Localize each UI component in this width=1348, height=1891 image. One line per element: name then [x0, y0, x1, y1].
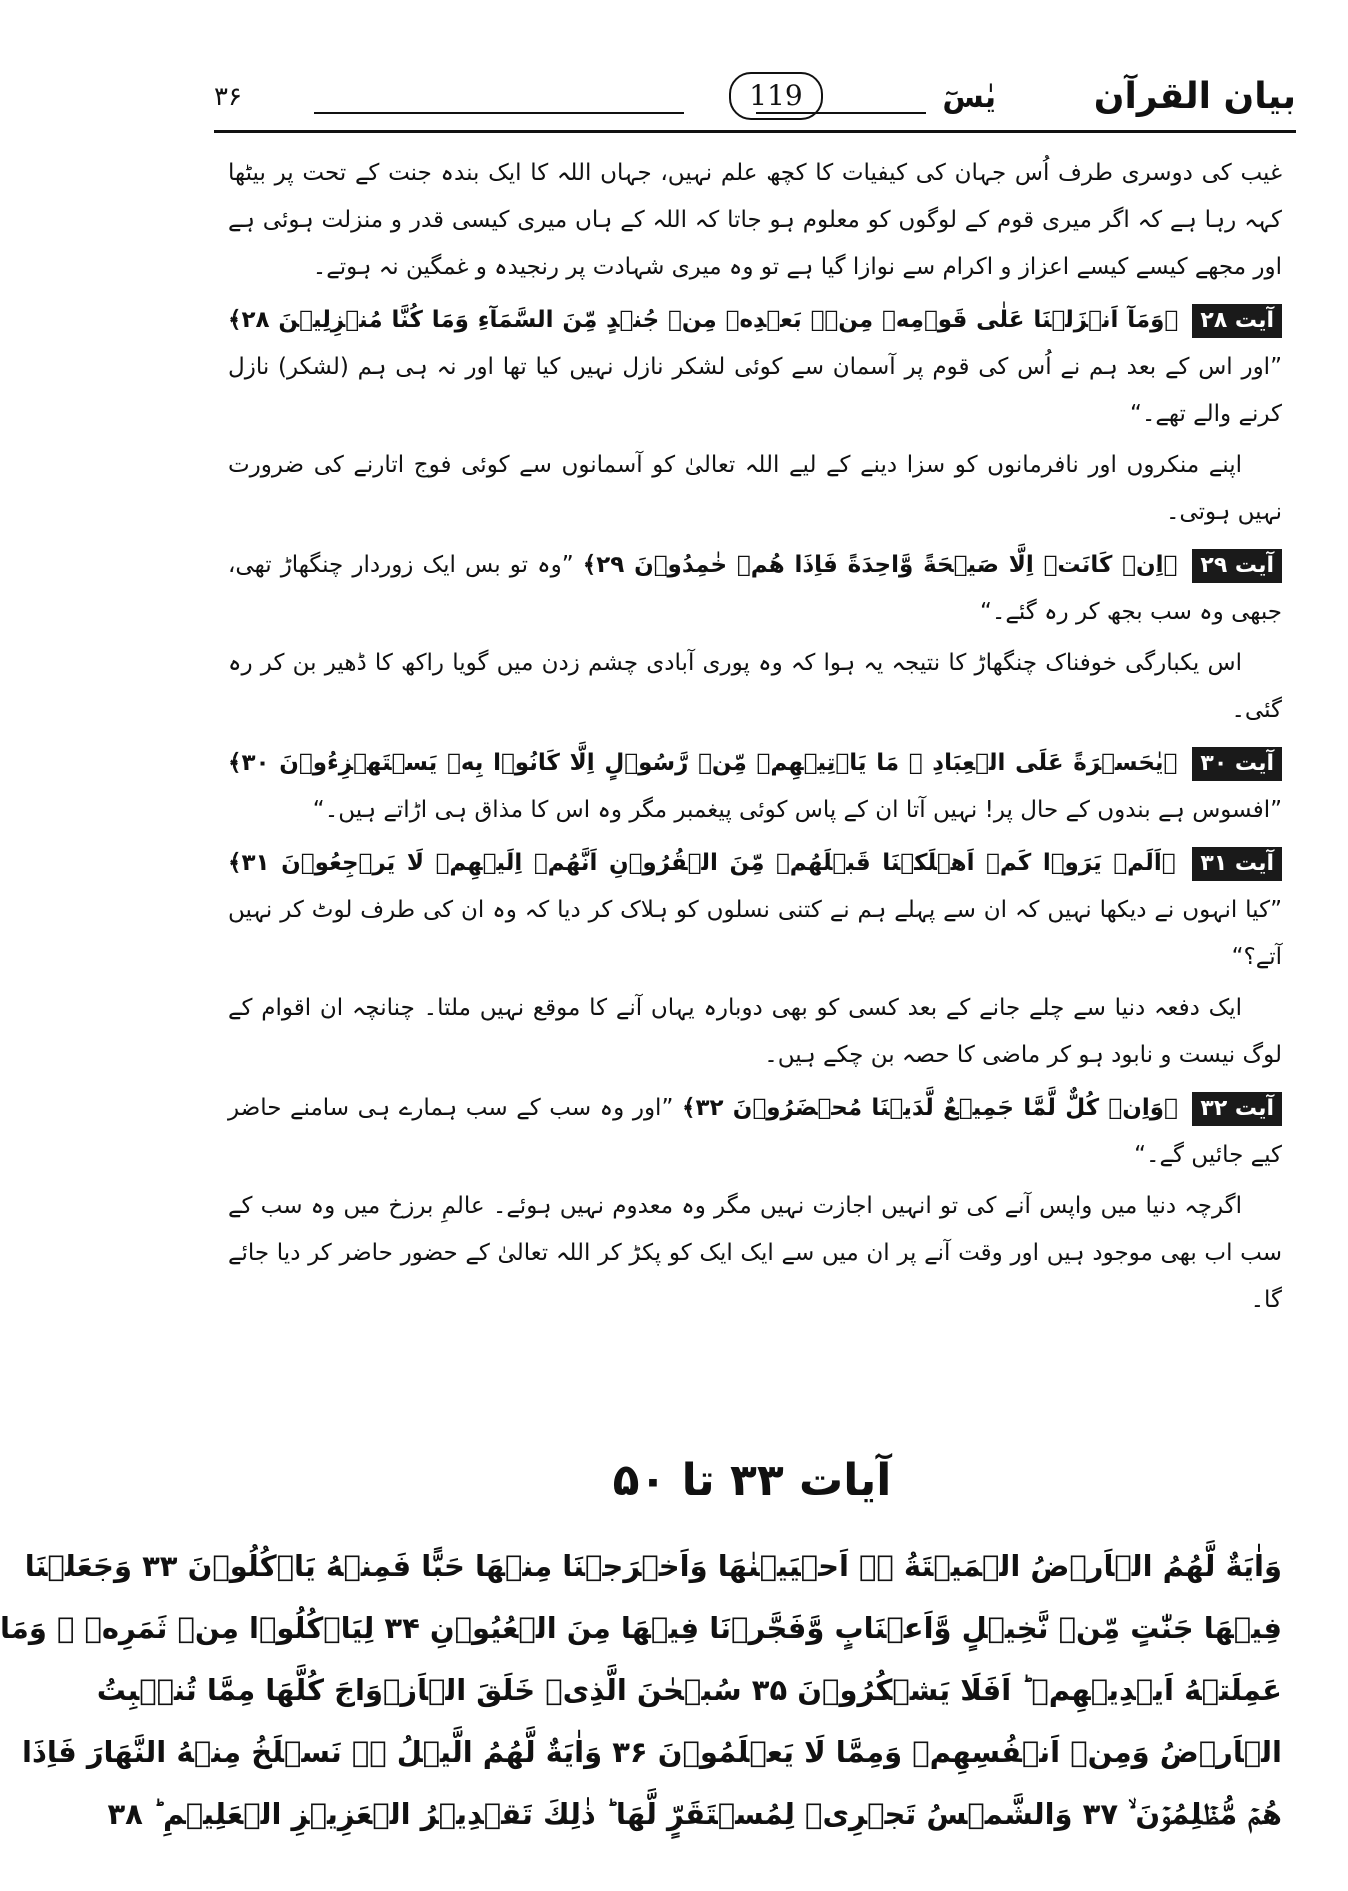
paragraph-commentary: اس یکبارگی خوفناک چنگھاڑ کا نتیجہ یہ ہوا کہ وہ پوری آبادی چشم زدن میں گویا راکھ کا ڈھیر بن کر رہ گئی۔ [228, 650, 1282, 723]
book-title: بیان القرآن [1093, 76, 1296, 117]
commentary-text [228, 150, 1282, 1330]
ayah-translation: ”اور وہ سب کے سب ہمارے ہی سامنے حاضر کیے جائیں گے۔“ [228, 1095, 1282, 1168]
ayah-31 [228, 840, 1282, 981]
ayah-30 [228, 740, 1282, 834]
header-underline [214, 130, 1296, 133]
section-heading: آیات ۳۳ تا ۵۰ [612, 1455, 892, 1506]
paragraph-commentary: اپنے منکروں اور نافرمانوں کو سزا دینے کے لیے اللہ تعالیٰ کو آسمانوں سے کوئی فوج اتارنے کی ضرورت نہیں ہوتی۔ [228, 452, 1282, 525]
quran-arabic-block [0, 1535, 1282, 1845]
quran-line: عَمِلَتۡهُ اَيۡدِيۡهِمۡ ؕ اَفَلَا يَشۡكُرُوۡنَ ۳۵ سُبۡحٰنَ الَّذِىۡ خَلَقَ الۡاَزۡوَاجَ كُلَّهَا مِمَّا تُنۡۢبِتُ [96, 1673, 1282, 1707]
ayah-arabic: ﴿وَاِنۡ كُلٌّ لَّمَّا جَمِيۡعٌ لَّدَيۡنَا مُحۡضَرُوۡنَ ۳۲﴾ [681, 1095, 1178, 1121]
quran-line: الۡاَرۡضُ وَمِنۡ اَنۡفُسِهِمۡ وَمِمَّا لَا يَعۡلَمُوۡنَ ۳۶ وَاٰيَةٌ لَّهُمُ الَّيۡلُ ۚۖ نَسۡلَخُ مِنۡهُ النَّهَارَ فَاِذَا [22, 1735, 1282, 1769]
ayah-arabic: ﴿اِنۡ كَانَتۡ اِلَّا صَيۡحَةً وَّاحِدَةً فَاِذَا هُمۡ خٰمِدُوۡنَ ۲۹﴾ [582, 552, 1178, 578]
ayah-translation: ”افسوس ہے بندوں کے حال پر! نہیں آتا ان کے پاس کوئی پیغمبر مگر وہ اس کا مذاق ہی اڑاتے ہیں۔“ [312, 797, 1282, 823]
ayah-32 [228, 1085, 1282, 1179]
ayah-29 [228, 542, 1282, 636]
ayah-translation: ”اور اس کے بعد ہم نے اُس کی قوم پر آسمان سے کوئی لشکر نازل نہیں کیا تھا اور نہ ہی ہم (لشکر) نازل کرنے والے تھے۔“ [228, 354, 1282, 427]
paragraph-intro: غیب کی دوسری طرف اُس جہان کی کیفیات کا کچھ علم نہیں، جہاں اللہ کا ایک بندہ جنت کے تحت پر بیٹھا کہہ رہا ہے کہ اگر میری قوم کے لوگوں کو معلوم ہو جاتا کہ اللہ کے ہاں میری کیسی قدر و منزلت ہوئی ہے اور مجھے کیسے کیسے اعزاز و اکرام سے نوازا گیا ہے تو وہ میری شہادت پر رنجیدہ و غمگین نہ ہوتے۔ [228, 160, 1282, 280]
page-header [214, 72, 1296, 142]
surah-name: یٰسٓ [942, 80, 996, 115]
ayah-label: آیت ۲۹ [1192, 549, 1282, 583]
paragraph-commentary: ایک دفعہ دنیا سے چلے جانے کے بعد کسی کو بھی دوبارہ یہاں آنے کا موقع نہیں ملتا۔ چنانچہ ان اقوام کے لوگ نیست و نابود ہو کر ماضی کا حصہ بن چکے ہیں۔ [228, 995, 1282, 1068]
ayah-translation: ”وہ تو بس ایک زوردار چنگھاڑ تھی، جبھی وہ سب بجھ کر رہ گئے۔“ [228, 552, 1282, 625]
ayah-label: آیت ۳۰ [1192, 747, 1282, 781]
quran-line: وَاٰيَةٌ لَّهُمُ الۡاَرۡضُ الۡمَيۡتَةُ ۚۖ اَحۡيَيۡنٰهَا وَاَخۡرَجۡنَا مِنۡهَا حَبًّا فَمِنۡهُ يَاۡكُلُوۡنَ ۳۳ وَجَعَلۡنَا [24, 1549, 1282, 1583]
ayah-translation: ”کیا انہوں نے دیکھا نہیں کہ ان سے پہلے ہم نے کتنی نسلوں کو ہلاک کر دیا کہ وہ ان کی طرف لوٹ کر نہیں آتے؟“ [228, 897, 1282, 970]
ayah-label: آیت ۳۲ [1192, 1092, 1282, 1126]
quran-line: فِيۡهَا جَنّٰتٍ مِّنۡ نَّخِيۡلٍ وَّاَعۡنَابٍ وَّفَجَّرۡنَا فِيۡهَا مِنَ الۡعُيُوۡنِ ۳۴ لِيَاۡكُلُوۡا مِنۡ ثَمَرِهٖ ۙ وَمَا [0, 1611, 1282, 1645]
header-rule-left [314, 112, 684, 114]
quran-line: هُمۡ مُّظۡلِمُوۡنَ ۙ ۳۷ وَالشَّمۡسُ تَجۡرِىۡ لِمُسۡتَقَرٍّ لَّهَا ؕ ذٰلِكَ تَقۡدِيۡرُ الۡعَزِيۡزِ الۡعَلِيۡمِ ؕ ۳۸ [107, 1797, 1282, 1831]
ayah-arabic: ﴿يٰحَسۡرَةً عَلَى الۡعِبَادِ ۚ مَا يَاۡتِيۡهِمۡ مِّنۡ رَّسُوۡلٍ اِلَّا كَانُوۡا بِهٖ يَسۡتَهۡزِءُوۡنَ ۳۰﴾ [228, 750, 1178, 776]
page-number: 119 [729, 72, 823, 120]
ayah-label: آیت ۳۱ [1192, 847, 1282, 881]
paragraph-commentary: اگرچہ دنیا میں واپس آنے کی تو انہیں اجازت نہیں مگر وہ معدوم نہیں ہوئے۔ عالمِ برزخ میں وہ سب کے سب اب بھی موجود ہیں اور وقت آنے پر ان میں سے ایک ایک کو پکڑ کر اللہ تعالیٰ کے حضور حاضر کر دیا جائے گا۔ [228, 1193, 1282, 1313]
ayah-arabic: ﴿وَمَآ اَنۡزَلۡنَا عَلٰی قَوۡمِهٖ مِنۡۢ بَعۡدِهٖ مِنۡ جُنۡدٍ مِّنَ السَّمَآءِ وَمَا كُنَّا مُنۡزِلِيۡنَ ۲۸﴾ [228, 307, 1179, 333]
ayah-28 [228, 297, 1282, 438]
ayah-label: آیت ۲۸ [1192, 304, 1282, 338]
para-number: ۳۶ [214, 82, 242, 112]
ayah-arabic: ﴿اَلَمۡ يَرَوۡا كَمۡ اَهۡلَكۡنَا قَبۡلَهُمۡ مِّنَ الۡقُرُوۡنِ اَنَّهُمۡ اِلَيۡهِمۡ لَا يَرۡجِعُوۡنَ ۳۱﴾ [228, 850, 1176, 876]
